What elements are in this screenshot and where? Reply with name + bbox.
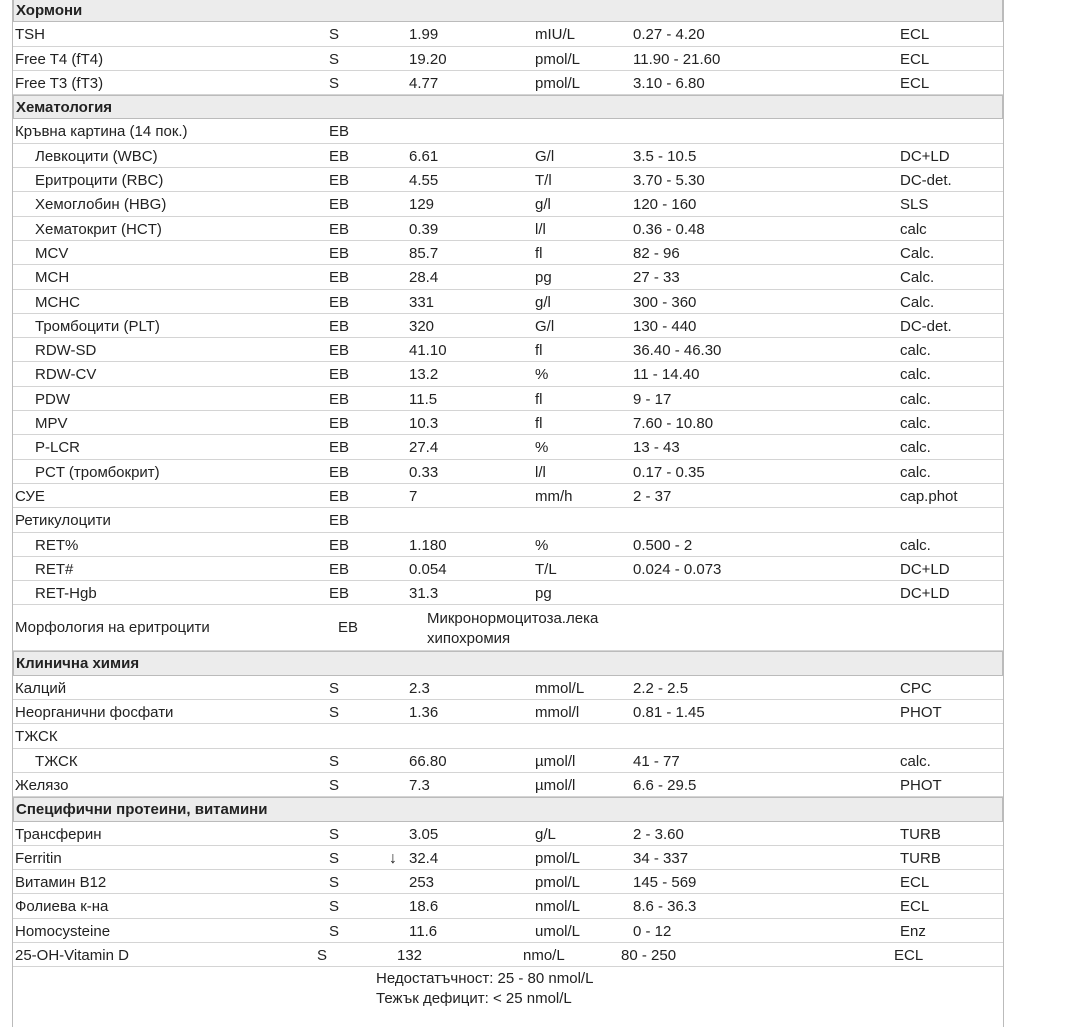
table-row [13,581,1003,605]
table-row [13,557,1003,581]
specimen: EB [329,560,350,578]
result-value: 0.33 [409,463,439,481]
unit: pmol/L [535,874,581,892]
table-row [13,460,1003,484]
reference-range: 300 - 360 [633,293,697,311]
test-name: PCT (тромбокрит) [35,463,160,481]
result-value: 31.3 [409,585,439,603]
specimen: EB [329,196,350,214]
table-row [13,943,1003,967]
table-row [13,435,1003,459]
method: ECL [900,50,930,68]
result-value: 320 [409,317,435,335]
table-row [13,822,1003,846]
unit: fl [535,244,543,262]
section-header [13,95,1003,119]
unit: % [535,366,549,384]
test-name: Витамин B12 [15,874,107,892]
table-row [13,846,1003,870]
test-name: RDW-CV [35,366,97,384]
method: DC-det. [900,317,952,335]
result-value: 85.7 [409,244,439,262]
unit: % [535,439,549,457]
specimen: EB [329,366,350,384]
reference-range: 0.36 - 0.48 [633,220,705,238]
table-row [13,144,1003,168]
reference-range: 7.60 - 10.80 [633,415,714,433]
reference-range: 0.81 - 1.45 [633,704,705,722]
specimen: S [329,922,340,940]
specimen: S [329,704,340,722]
test-name: Кръвна картина (14 пок.) [15,123,188,141]
method: calc. [900,415,931,433]
section-header [13,797,1003,821]
test-name: Free T3 (fT3) [15,74,104,92]
unit: mIU/L [535,26,576,44]
table-row [13,676,1003,700]
unit: g/l [535,293,551,311]
method: calc. [900,463,931,481]
table-row [13,265,1003,289]
specimen: EB [329,390,350,408]
reference-range: 0.27 - 4.20 [633,26,705,44]
method: Calc. [900,269,935,287]
reference-range: 0 - 12 [633,922,672,940]
specimen: EB [329,439,350,457]
reference-range: 6.6 - 29.5 [633,776,697,794]
method: cap.phot [900,487,958,505]
table-row [13,217,1003,241]
specimen: EB [329,463,350,481]
specimen: EB [329,415,350,433]
method: PHOT [900,704,942,722]
unit: fl [535,390,543,408]
table-row [13,508,1003,532]
specimen: EB [329,512,350,530]
method: calc. [900,390,931,408]
section-title: Специфични протеини, витамини [16,801,268,819]
unit: mmol/L [535,679,585,697]
lab-results-table [12,0,1004,1027]
table-row [13,870,1003,894]
method: ECL [900,74,930,92]
test-name: ТЖСК [35,752,78,770]
result-value: 7.3 [409,776,430,794]
method: TURB [900,825,941,843]
method: Calc. [900,293,935,311]
test-name: Морфология на еритроцити [15,619,210,637]
result-value: 2.3 [409,679,430,697]
reference-range: 0.500 - 2 [633,536,693,554]
table-row [13,47,1003,71]
test-name: RET% [35,536,79,554]
table-row [13,919,1003,943]
table-row [13,387,1003,411]
result-value: 11.5 [409,390,438,408]
result-value: 18.6 [409,898,439,916]
table-row [13,773,1003,797]
table-row [13,290,1003,314]
reference-range: 120 - 160 [633,196,697,214]
specimen: S [329,50,340,68]
method: DC+LD [900,147,950,165]
result-value: 11.6 [409,922,438,940]
reference-range: 145 - 569 [633,874,697,892]
reference-range: 2 - 37 [633,487,672,505]
specimen: S [329,898,340,916]
test-name: Трансферин [15,825,102,843]
unit: G/l [535,317,555,335]
specimen: EB [338,619,359,637]
unit: nmol/L [535,898,581,916]
specimen: EB [329,147,350,165]
result-value: 6.61 [409,147,439,165]
test-name: Тромбоцити (PLT) [35,317,160,335]
method: TURB [900,849,941,867]
result-value: 10.3 [409,415,439,433]
unit: mmol/l [535,704,580,722]
table-row [13,749,1003,773]
specimen: S [329,74,340,92]
result-value: 1.99 [409,26,439,44]
test-name: Желязо [15,776,69,794]
footer-notes [13,967,1003,1027]
reference-range: 82 - 96 [633,244,680,262]
result-value: 3.05 [409,825,439,843]
result-value: 1.36 [409,704,439,722]
unit: nmo/L [523,946,565,964]
test-name: Левкоцити (WBC) [35,147,158,165]
test-name: Хемоглобин (HBG) [35,196,167,214]
table-row [13,700,1003,724]
specimen: S [329,776,340,794]
table-row [13,362,1003,386]
table-row [13,533,1003,557]
test-name: Ferritin [15,849,62,867]
unit: G/l [535,147,555,165]
method: Enz [900,922,926,940]
test-name: 25-OH-Vitamin D [15,946,129,964]
table-row [13,894,1003,918]
result-value: 331 [409,293,435,311]
table-row [13,119,1003,143]
specimen: EB [329,172,350,190]
specimen: EB [329,244,350,262]
result-value: 28.4 [409,269,439,287]
result-value: 1.180 [409,536,447,554]
specimen: EB [329,293,350,311]
reference-range: 9 - 17 [633,390,672,408]
table-row [13,241,1003,265]
result-value: 4.55 [409,172,439,190]
reference-range: 34 - 337 [633,849,689,867]
specimen: S [329,825,340,843]
reference-range: 27 - 33 [633,269,680,287]
reference-range: 0.024 - 0.073 [633,560,722,578]
result-value: 66.80 [409,752,447,770]
reference-range: 2.2 - 2.5 [633,679,689,697]
reference-range: 8.6 - 36.3 [633,898,697,916]
method: CPC [900,679,932,697]
specimen: S [329,679,340,697]
unit: pmol/L [535,849,581,867]
reference-range: 11 - 14.40 [633,366,700,384]
reference-range: 11.90 - 21.60 [633,50,721,68]
unit: g/l [535,196,551,214]
reference-range: 3.10 - 6.80 [633,74,705,92]
result-value: 7 [409,487,418,505]
test-name: RDW-SD [35,342,97,360]
unit: pmol/L [535,50,581,68]
test-name: Homocysteine [15,922,111,940]
test-name: P-LCR [35,439,81,457]
table-row [13,71,1003,95]
method: ECL [900,898,930,916]
specimen: EB [329,342,350,360]
unit: µmol/l [535,776,576,794]
table-row [13,22,1003,46]
reference-range: 36.40 - 46.30 [633,342,722,360]
method: ECL [900,874,930,892]
unit: fl [535,415,543,433]
test-name: RET# [35,560,74,578]
test-name: RET-Hgb [35,585,97,603]
section-header [13,0,1003,22]
test-name: Ретикулоцити [15,512,111,530]
table-row [13,484,1003,508]
footer-note: Недостатъчност: 25 - 80 nmol/L [376,970,594,988]
down-arrow-icon: ↓ [389,849,397,867]
section-title: Клинична химия [16,655,140,673]
method: PHOT [900,776,942,794]
method: Calc. [900,244,935,262]
specimen: EB [329,220,350,238]
specimen: S [317,946,328,964]
result-value: 32.4 [409,849,439,867]
method: calc. [900,439,931,457]
unit: µmol/l [535,752,576,770]
method: DC-det. [900,172,952,190]
specimen: EB [329,487,350,505]
footer-note: Тежък дефицит: < 25 nmol/L [376,990,572,1008]
reference-range: 0.17 - 0.35 [633,463,705,481]
result-value: 253 [409,874,435,892]
specimen: S [329,752,340,770]
method: ECL [900,26,930,44]
specimen: EB [329,536,350,554]
result-value: 4.77 [409,74,439,92]
test-name: ТЖСК [15,728,58,746]
method: calc. [900,536,931,554]
result-value: 13.2 [409,366,439,384]
unit: pg [535,269,552,287]
specimen: S [329,874,340,892]
table-row [13,314,1003,338]
method: calc [900,220,927,238]
section-title: Хормони [16,2,83,19]
result-value: 19.20 [409,50,447,68]
reference-range: 80 - 250 [621,946,677,964]
unit: fl [535,342,543,360]
method: ECL [894,946,924,964]
unit: l/l [535,463,546,481]
table-row [13,338,1003,362]
specimen: EB [329,585,350,603]
reference-range: 3.70 - 5.30 [633,172,705,190]
specimen: S [329,849,340,867]
specimen: EB [329,123,350,141]
test-name: Неорганични фосфати [15,704,174,722]
test-name: Еритроцити (RBC) [35,172,164,190]
result-value: 0.39 [409,220,439,238]
unit: pmol/L [535,74,581,92]
unit: g/L [535,825,556,843]
table-row [13,605,1003,651]
test-name: MCH [35,269,70,287]
section-header [13,651,1003,675]
reference-range: 41 - 77 [633,752,680,770]
test-name: TSH [15,26,45,44]
unit: pg [535,585,552,603]
reference-range: 3.5 - 10.5 [633,147,697,165]
table-row [13,192,1003,216]
reference-range: 13 - 43 [633,439,680,457]
section-title: Хематология [16,99,113,117]
test-name: MPV [35,415,68,433]
unit: mm/h [535,487,573,505]
table-row [13,724,1003,748]
test-name: Хематокрит (HCT) [35,220,162,238]
test-name: MCHC [35,293,80,311]
method: calc. [900,342,931,360]
unit: T/l [535,172,552,190]
method: SLS [900,196,929,214]
result-value: 41.10 [409,342,447,360]
method: DC+LD [900,560,950,578]
unit: % [535,536,549,554]
method: DC+LD [900,585,950,603]
test-name: Фолиева к-на [15,898,109,916]
unit: umol/L [535,922,581,940]
test-name: Free T4 (fT4) [15,50,104,68]
test-name: СУЕ [15,487,45,505]
reference-range: 130 - 440 [633,317,697,335]
method: calc. [900,366,931,384]
table-row [13,411,1003,435]
specimen: S [329,26,340,44]
unit: T/L [535,560,557,578]
test-name: Калций [15,679,67,697]
specimen: EB [329,317,350,335]
result-value: 132 [397,946,423,964]
test-name: MCV [35,244,69,262]
test-name: PDW [35,390,70,408]
method: calc. [900,752,931,770]
specimen: EB [329,269,350,287]
unit: l/l [535,220,546,238]
table-row [13,168,1003,192]
result-note: Микронормоцитоза.лека хипохромия [427,610,599,648]
result-value: 27.4 [409,439,439,457]
result-value: 129 [409,196,435,214]
reference-range: 2 - 3.60 [633,825,684,843]
result-value: 0.054 [409,560,447,578]
